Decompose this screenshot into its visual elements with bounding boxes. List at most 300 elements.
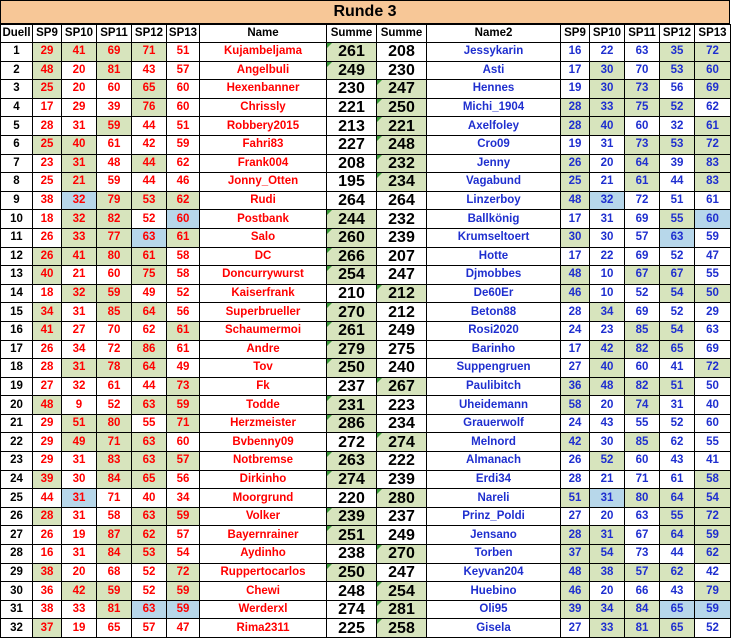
left-score-cell: 82 — [97, 210, 132, 229]
left-score-cell: 79 — [97, 191, 132, 210]
header-sp13-right: SP13 — [695, 25, 731, 43]
left-score-cell: 33 — [62, 600, 97, 619]
sum-right: 264 — [377, 191, 427, 210]
right-score-cell: 65 — [660, 340, 695, 359]
left-score-cell: 42 — [62, 582, 97, 601]
right-score-cell: 63 — [625, 43, 660, 62]
left-score-cell: 62 — [132, 321, 167, 340]
player-name: Chrissly — [200, 98, 327, 117]
table-row — [1, 507, 731, 526]
table-row — [1, 340, 731, 359]
sum-right: 280 — [377, 489, 427, 508]
sum-left: 274 — [327, 470, 377, 489]
left-score-cell: 33 — [62, 228, 97, 247]
sum-right: 249 — [377, 526, 427, 545]
right-score-cell: 35 — [660, 43, 695, 62]
opponent-name: Torben — [427, 545, 561, 564]
sum-right: 247 — [377, 80, 427, 99]
right-score-cell: 28 — [561, 98, 590, 117]
opponent-name: Michi_1904 — [427, 98, 561, 117]
table-row — [1, 43, 731, 62]
left-score-cell: 31 — [62, 303, 97, 322]
sum-left: 249 — [327, 61, 377, 80]
left-score-cell: 26 — [33, 526, 62, 545]
left-score-cell: 78 — [97, 359, 132, 378]
right-score-cell: 29 — [695, 303, 731, 322]
table-row — [1, 284, 731, 303]
right-score-cell: 61 — [660, 470, 695, 489]
right-score-cell: 57 — [625, 563, 660, 582]
right-score-cell: 28 — [561, 526, 590, 545]
right-score-cell: 54 — [660, 284, 695, 303]
right-score-cell: 54 — [590, 545, 625, 564]
left-score-cell: 73 — [167, 377, 200, 396]
left-score-cell: 9 — [62, 396, 97, 415]
left-score-cell: 58 — [167, 247, 200, 266]
left-score-cell: 46 — [167, 173, 200, 192]
right-score-cell: 65 — [660, 619, 695, 638]
sum-left: 244 — [327, 210, 377, 229]
left-score-cell: 57 — [167, 526, 200, 545]
opponent-name: Nareli — [427, 489, 561, 508]
opponent-name: Krumseltoert — [427, 228, 561, 247]
opponent-name: Jensano — [427, 526, 561, 545]
player-name: Dirkinho — [200, 470, 327, 489]
duell-number: 9 — [1, 191, 33, 210]
right-score-cell: 17 — [561, 247, 590, 266]
left-score-cell: 81 — [97, 600, 132, 619]
left-score-cell: 59 — [97, 117, 132, 136]
right-score-cell: 28 — [561, 470, 590, 489]
header-summe-2: Summe — [377, 25, 427, 43]
left-score-cell: 60 — [167, 433, 200, 452]
header-sp11-right: SP11 — [625, 25, 660, 43]
right-score-cell: 85 — [625, 433, 660, 452]
right-score-cell: 74 — [625, 396, 660, 415]
sum-left: 221 — [327, 98, 377, 117]
left-score-cell: 28 — [33, 507, 62, 526]
right-score-cell: 55 — [695, 433, 731, 452]
right-score-cell: 53 — [660, 135, 695, 154]
left-score-cell: 26 — [33, 340, 62, 359]
table-row — [1, 489, 731, 508]
sum-left: 286 — [327, 414, 377, 433]
left-score-cell: 40 — [33, 266, 62, 285]
duell-number: 6 — [1, 135, 33, 154]
duell-number: 20 — [1, 396, 33, 415]
player-name: Ruppertocarlos — [200, 563, 327, 582]
sum-right: 267 — [377, 377, 427, 396]
sum-right: 239 — [377, 228, 427, 247]
right-score-cell: 21 — [590, 173, 625, 192]
player-name: Jonny_Otten — [200, 173, 327, 192]
sum-left: 195 — [327, 173, 377, 192]
left-score-cell: 52 — [97, 396, 132, 415]
left-score-cell: 19 — [62, 619, 97, 638]
left-score-cell: 70 — [97, 321, 132, 340]
right-score-cell: 60 — [625, 452, 660, 471]
opponent-name: Grauerwolf — [427, 414, 561, 433]
left-score-cell: 32 — [62, 377, 97, 396]
right-score-cell: 30 — [590, 228, 625, 247]
right-score-cell: 60 — [695, 61, 731, 80]
sum-right: 234 — [377, 173, 427, 192]
left-score-cell: 40 — [132, 489, 167, 508]
right-score-cell: 27 — [561, 359, 590, 378]
right-score-cell: 17 — [561, 61, 590, 80]
right-score-cell: 50 — [695, 377, 731, 396]
left-score-cell: 39 — [97, 98, 132, 117]
left-score-cell: 44 — [132, 154, 167, 173]
player-name: Schaumermoi — [200, 321, 327, 340]
table-row — [1, 433, 731, 452]
right-score-cell: 73 — [625, 80, 660, 99]
left-score-cell: 63 — [132, 507, 167, 526]
right-score-cell: 32 — [590, 191, 625, 210]
right-score-cell: 19 — [561, 135, 590, 154]
duell-number: 23 — [1, 452, 33, 471]
left-score-cell: 51 — [62, 414, 97, 433]
left-score-cell: 31 — [62, 117, 97, 136]
right-score-cell: 52 — [660, 303, 695, 322]
left-score-cell: 60 — [167, 210, 200, 229]
right-score-cell: 82 — [625, 377, 660, 396]
right-score-cell: 55 — [625, 414, 660, 433]
table-row — [1, 61, 731, 80]
left-score-cell: 41 — [62, 247, 97, 266]
sum-right: 237 — [377, 507, 427, 526]
duell-number: 18 — [1, 359, 33, 378]
right-score-cell: 63 — [625, 507, 660, 526]
right-score-cell: 54 — [695, 489, 731, 508]
right-score-cell: 64 — [625, 154, 660, 173]
opponent-name: Djmobbes — [427, 266, 561, 285]
right-score-cell: 26 — [561, 154, 590, 173]
sum-right: 221 — [377, 117, 427, 136]
player-name: Chewi — [200, 582, 327, 601]
right-score-cell: 48 — [561, 266, 590, 285]
right-score-cell: 30 — [590, 80, 625, 99]
sum-right: 223 — [377, 396, 427, 415]
header-sp11-left: SP11 — [97, 25, 132, 43]
left-score-cell: 61 — [97, 377, 132, 396]
right-score-cell: 10 — [590, 284, 625, 303]
right-score-cell: 52 — [660, 414, 695, 433]
left-score-cell: 38 — [33, 191, 62, 210]
table-row — [1, 321, 731, 340]
sum-right: 248 — [377, 135, 427, 154]
left-score-cell: 63 — [132, 396, 167, 415]
left-score-cell: 71 — [167, 414, 200, 433]
round-title: Runde 3 — [0, 0, 730, 24]
opponent-name: Cro09 — [427, 135, 561, 154]
left-score-cell: 44 — [132, 377, 167, 396]
table-row — [1, 173, 731, 192]
table-row — [1, 582, 731, 601]
left-score-cell: 59 — [97, 173, 132, 192]
player-name: Kujambeljama — [200, 43, 327, 62]
left-score-cell: 61 — [132, 247, 167, 266]
left-score-cell: 20 — [62, 563, 97, 582]
left-score-cell: 29 — [33, 452, 62, 471]
left-score-cell: 75 — [132, 266, 167, 285]
right-score-cell: 84 — [625, 600, 660, 619]
left-score-cell: 83 — [97, 452, 132, 471]
right-score-cell: 73 — [625, 135, 660, 154]
opponent-name: Linzerboy — [427, 191, 561, 210]
duell-number: 28 — [1, 545, 33, 564]
sum-left: 272 — [327, 433, 377, 452]
right-score-cell: 61 — [695, 191, 731, 210]
right-score-cell: 60 — [695, 210, 731, 229]
sum-left: 250 — [327, 563, 377, 582]
table-row — [1, 135, 731, 154]
header-name2: Name2 — [427, 25, 561, 43]
player-name: Rima2311 — [200, 619, 327, 638]
left-score-cell: 38 — [33, 563, 62, 582]
right-score-cell: 69 — [625, 303, 660, 322]
right-score-cell: 37 — [561, 545, 590, 564]
duell-number: 16 — [1, 321, 33, 340]
left-score-cell: 52 — [132, 210, 167, 229]
header-sp12-left: SP12 — [132, 25, 167, 43]
sum-right: 232 — [377, 154, 427, 173]
left-score-cell: 60 — [167, 98, 200, 117]
opponent-name: Ballkönig — [427, 210, 561, 229]
left-score-cell: 87 — [97, 526, 132, 545]
duell-number: 22 — [1, 433, 33, 452]
sum-right: 274 — [377, 433, 427, 452]
left-score-cell: 84 — [97, 545, 132, 564]
right-score-cell: 33 — [590, 619, 625, 638]
right-score-cell: 20 — [590, 507, 625, 526]
right-score-cell: 51 — [561, 489, 590, 508]
right-score-cell: 48 — [590, 377, 625, 396]
right-score-cell: 40 — [695, 396, 731, 415]
opponent-name: Beton88 — [427, 303, 561, 322]
right-score-cell: 69 — [695, 80, 731, 99]
right-score-cell: 55 — [660, 210, 695, 229]
left-score-cell: 61 — [167, 321, 200, 340]
right-score-cell: 20 — [590, 154, 625, 173]
right-score-cell: 52 — [695, 619, 731, 638]
opponent-name: De60Er — [427, 284, 561, 303]
left-score-cell: 59 — [167, 396, 200, 415]
header-sp9-left: SP9 — [33, 25, 62, 43]
right-score-cell: 70 — [625, 61, 660, 80]
opponent-name: Hennes — [427, 80, 561, 99]
sum-right: 281 — [377, 600, 427, 619]
left-score-cell: 29 — [33, 43, 62, 62]
right-score-cell: 69 — [625, 247, 660, 266]
left-score-cell: 16 — [33, 545, 62, 564]
right-score-cell: 75 — [625, 98, 660, 117]
right-score-cell: 17 — [561, 210, 590, 229]
right-score-cell: 55 — [695, 266, 731, 285]
sum-left: 279 — [327, 340, 377, 359]
opponent-name: Erdi34 — [427, 470, 561, 489]
player-name: DC — [200, 247, 327, 266]
left-score-cell: 61 — [167, 228, 200, 247]
sum-left: 270 — [327, 303, 377, 322]
duell-number: 3 — [1, 80, 33, 99]
left-score-cell: 64 — [132, 359, 167, 378]
left-score-cell: 41 — [62, 43, 97, 62]
player-name: Postbank — [200, 210, 327, 229]
sum-left: 266 — [327, 247, 377, 266]
player-name: Aydinho — [200, 545, 327, 564]
opponent-name: Oli95 — [427, 600, 561, 619]
right-score-cell: 46 — [561, 284, 590, 303]
right-score-cell: 48 — [561, 191, 590, 210]
left-score-cell: 25 — [33, 173, 62, 192]
sum-left: 274 — [327, 600, 377, 619]
left-score-cell: 40 — [62, 135, 97, 154]
left-score-cell: 29 — [62, 98, 97, 117]
player-name: Fahri83 — [200, 135, 327, 154]
left-score-cell: 80 — [97, 247, 132, 266]
left-score-cell: 34 — [167, 489, 200, 508]
sum-left: 225 — [327, 619, 377, 638]
right-score-cell: 59 — [695, 228, 731, 247]
left-score-cell: 48 — [33, 61, 62, 80]
left-score-cell: 28 — [33, 117, 62, 136]
sum-left: 254 — [327, 266, 377, 285]
left-score-cell: 49 — [132, 284, 167, 303]
right-score-cell: 43 — [660, 452, 695, 471]
table-row — [1, 526, 731, 545]
right-score-cell: 39 — [660, 154, 695, 173]
duell-number: 26 — [1, 507, 33, 526]
left-score-cell: 30 — [62, 470, 97, 489]
left-score-cell: 69 — [97, 43, 132, 62]
right-score-cell: 30 — [590, 61, 625, 80]
right-score-cell: 58 — [561, 396, 590, 415]
left-score-cell: 65 — [97, 619, 132, 638]
left-score-cell: 62 — [167, 154, 200, 173]
right-score-cell: 39 — [561, 600, 590, 619]
right-score-cell: 73 — [625, 545, 660, 564]
left-score-cell: 47 — [167, 619, 200, 638]
left-score-cell: 72 — [167, 563, 200, 582]
opponent-name: Barinho — [427, 340, 561, 359]
table-row — [1, 359, 731, 378]
opponent-name: Huebino — [427, 582, 561, 601]
right-score-cell: 33 — [590, 98, 625, 117]
left-score-cell: 60 — [97, 266, 132, 285]
right-score-cell: 60 — [625, 117, 660, 136]
right-score-cell: 43 — [660, 582, 695, 601]
left-score-cell: 17 — [33, 98, 62, 117]
left-score-cell: 31 — [62, 545, 97, 564]
left-score-cell: 44 — [132, 173, 167, 192]
table-row — [1, 303, 731, 322]
player-name: Angelbuli — [200, 61, 327, 80]
left-score-cell: 18 — [33, 210, 62, 229]
player-name: Bayernrainer — [200, 526, 327, 545]
left-score-cell: 49 — [167, 359, 200, 378]
right-score-cell: 62 — [695, 545, 731, 564]
right-score-cell: 52 — [660, 98, 695, 117]
right-score-cell: 59 — [695, 600, 731, 619]
left-score-cell: 71 — [132, 43, 167, 62]
right-score-cell: 34 — [590, 303, 625, 322]
sum-left: 260 — [327, 228, 377, 247]
table-row — [1, 247, 731, 266]
right-score-cell: 60 — [695, 414, 731, 433]
sum-left: 227 — [327, 135, 377, 154]
table-row — [1, 600, 731, 619]
duell-number: 12 — [1, 247, 33, 266]
player-name: Volker — [200, 507, 327, 526]
right-score-cell: 17 — [561, 340, 590, 359]
left-score-cell: 52 — [132, 563, 167, 582]
sum-right: 247 — [377, 563, 427, 582]
right-score-cell: 31 — [590, 135, 625, 154]
right-score-cell: 69 — [695, 340, 731, 359]
sum-left: 237 — [327, 377, 377, 396]
right-score-cell: 64 — [660, 489, 695, 508]
right-score-cell: 59 — [695, 526, 731, 545]
right-score-cell: 34 — [590, 600, 625, 619]
right-score-cell: 62 — [660, 563, 695, 582]
left-score-cell: 56 — [167, 303, 200, 322]
left-score-cell: 49 — [62, 433, 97, 452]
left-score-cell: 72 — [97, 340, 132, 359]
left-score-cell: 51 — [167, 117, 200, 136]
sum-right: 232 — [377, 210, 427, 229]
right-score-cell: 60 — [625, 359, 660, 378]
duell-number: 31 — [1, 600, 33, 619]
right-score-cell: 42 — [561, 433, 590, 452]
right-score-cell: 56 — [660, 80, 695, 99]
header-sp13-left: SP13 — [167, 25, 200, 43]
table-row — [1, 414, 731, 433]
table-row — [1, 154, 731, 173]
right-score-cell: 24 — [561, 321, 590, 340]
duell-number: 15 — [1, 303, 33, 322]
right-score-cell: 40 — [590, 359, 625, 378]
duell-number: 21 — [1, 414, 33, 433]
right-score-cell: 20 — [590, 396, 625, 415]
left-score-cell: 19 — [62, 526, 97, 545]
sum-right: 212 — [377, 284, 427, 303]
sum-left: 261 — [327, 43, 377, 62]
left-score-cell: 43 — [132, 61, 167, 80]
left-score-cell: 37 — [33, 619, 62, 638]
sum-left: 208 — [327, 154, 377, 173]
left-score-cell: 60 — [97, 80, 132, 99]
left-score-cell: 51 — [167, 43, 200, 62]
duell-number: 25 — [1, 489, 33, 508]
left-score-cell: 61 — [97, 135, 132, 154]
left-score-cell: 31 — [62, 359, 97, 378]
opponent-name: Suppengruen — [427, 359, 561, 378]
sum-right: 250 — [377, 98, 427, 117]
left-score-cell: 34 — [33, 303, 62, 322]
duell-number: 7 — [1, 154, 33, 173]
right-score-cell: 47 — [695, 247, 731, 266]
header-name: Name — [200, 25, 327, 43]
table-row — [1, 117, 731, 136]
player-name: Superbrueller — [200, 303, 327, 322]
sum-right: 239 — [377, 470, 427, 489]
right-score-cell: 30 — [561, 228, 590, 247]
left-score-cell: 38 — [33, 600, 62, 619]
left-score-cell: 59 — [97, 582, 132, 601]
right-score-cell: 41 — [660, 359, 695, 378]
opponent-name: Paulibitch — [427, 377, 561, 396]
